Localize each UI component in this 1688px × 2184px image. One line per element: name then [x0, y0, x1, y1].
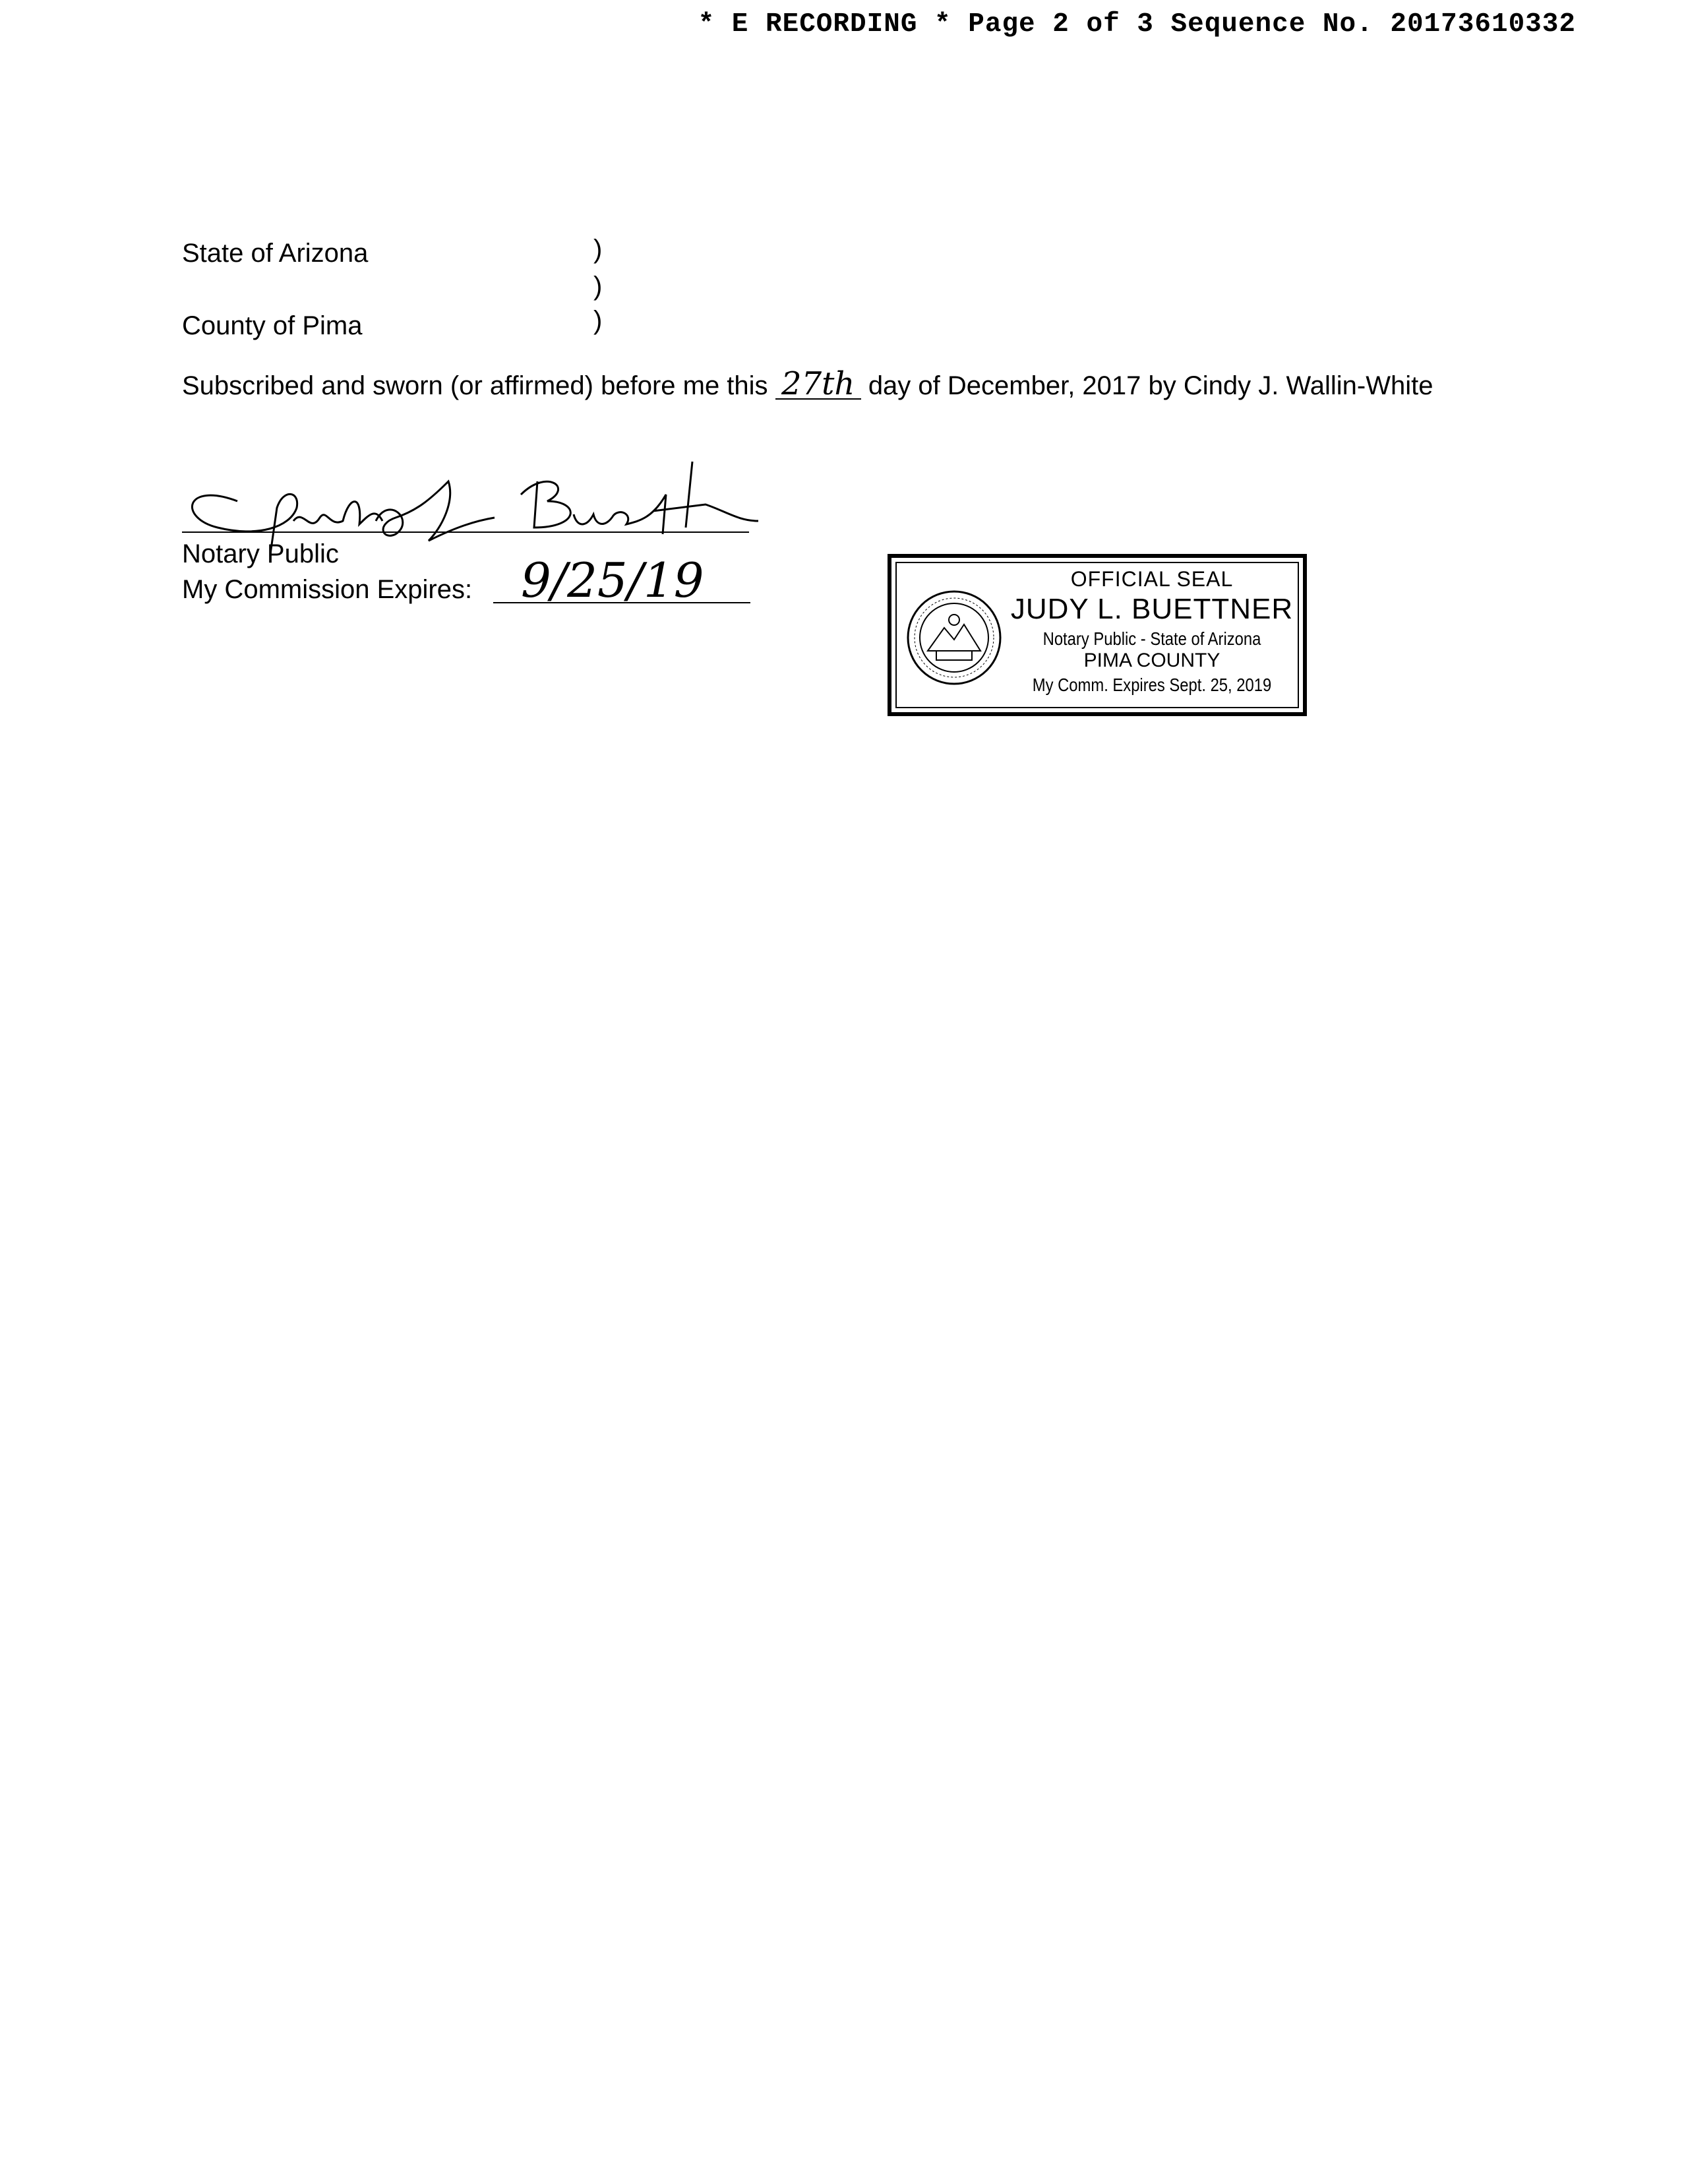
- venue-paren: ): [593, 235, 603, 264]
- jurat-before: Subscribed and sworn (or affirmed) before me this: [182, 371, 768, 400]
- venue-paren: ): [593, 272, 603, 301]
- jurat-after: day of December, 2017 by Cindy J. Wallin-White: [868, 371, 1433, 400]
- great-seal-of-arizona-icon: [905, 588, 1004, 687]
- jurat-statement: [182, 365, 1474, 402]
- seal-notary-state: Notary Public - State of Arizona: [1042, 628, 1261, 649]
- notary-public-label: Notary Public: [182, 539, 339, 568]
- commission-expires-label: My Commission Expires:: [182, 575, 473, 604]
- official-notary-seal: [888, 554, 1307, 716]
- state-label: State of Arizona: [182, 239, 369, 268]
- seal-county: PIMA COUNTY: [1083, 650, 1221, 671]
- seal-text: [1009, 567, 1295, 696]
- signature-line: [182, 531, 749, 533]
- commission-date-handwritten: 9/25/19: [521, 553, 704, 608]
- seal-expiration: My Comm. Expires Sept. 25, 2019: [1032, 675, 1272, 695]
- recording-header: * E RECORDING * Page 2 of 3 Sequence No. 20173610332: [698, 9, 1576, 40]
- seal-name: JUDY L. BUETTNER: [1010, 593, 1294, 625]
- venue-paren: ): [593, 306, 603, 335]
- commission-date-line: [493, 602, 750, 603]
- county-label: County of Pima: [182, 311, 363, 340]
- seal-title: OFFICIAL SEAL: [1070, 567, 1234, 591]
- jurat-day-handwritten: 27th: [775, 369, 861, 400]
